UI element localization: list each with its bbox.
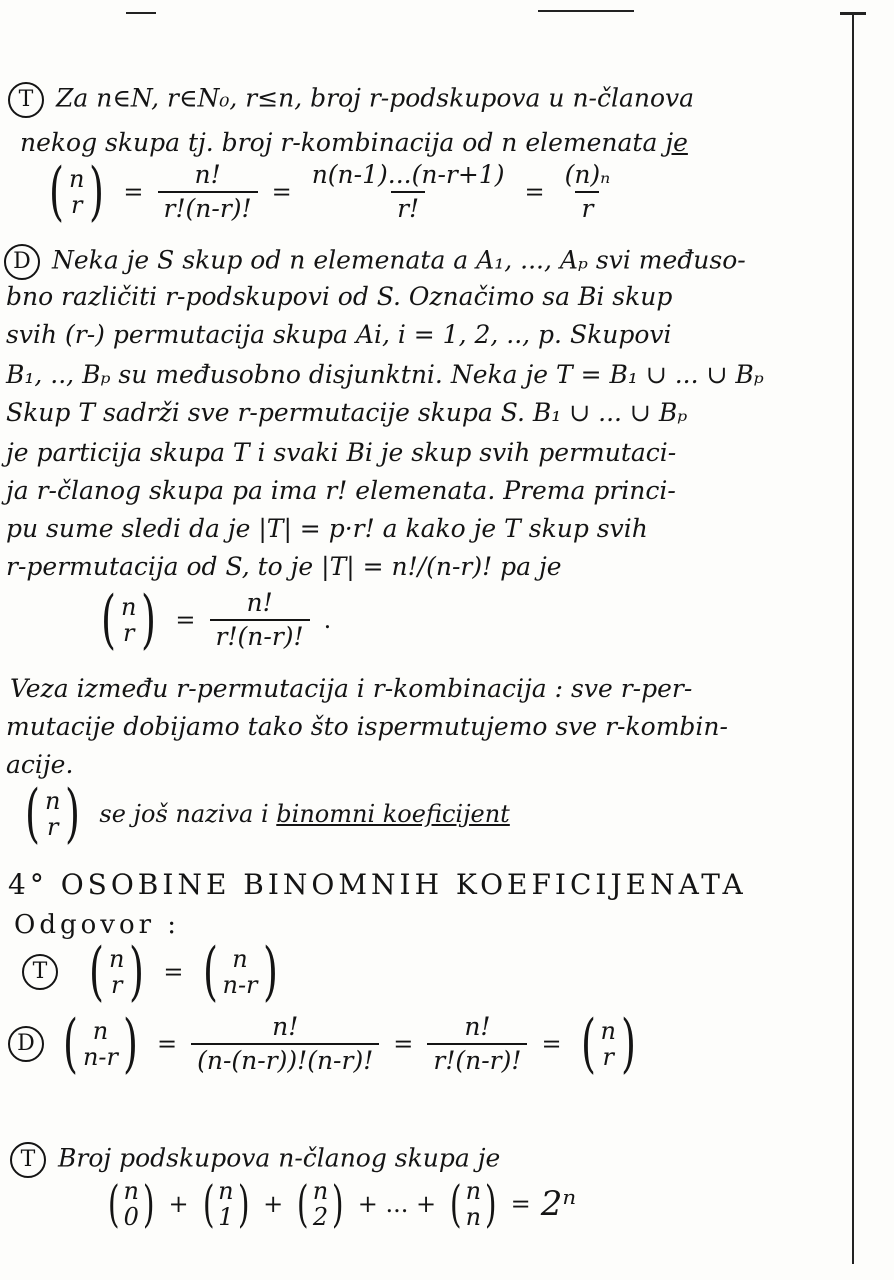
binom-top: n (68, 165, 85, 193)
fraction-simplified (427, 1013, 527, 1075)
binomial-coefficient-term: binomni koeficijent (276, 800, 510, 828)
frac-numerator: n(n-1)...(n-r+1) (311, 160, 505, 189)
binom-n-r: ( n r ) (24, 777, 81, 851)
sum-result: 2ⁿ (540, 1184, 577, 1224)
theorem1-text1: Za n∈N, r∈N₀, r≤n, broj r-podskupova u n-članova (56, 83, 695, 113)
theorem3-text: Broj podskupova n-članog skupa je (58, 1143, 501, 1173)
binom-n-r: ( n r ) (88, 935, 145, 1009)
theorem1-label: T (8, 82, 44, 118)
fraction-factorial (158, 161, 258, 223)
frac-denominator: r!(n-r)! (210, 619, 310, 651)
proof2-formula: D ( n n-r ) = $\frac{n!}{(n-(n-r))!(n-r)!}$ = $\frac{n!}{r!(n-r)!}$ = ( n r ) (8, 1012, 641, 1076)
theorem1-underline: je (665, 128, 688, 157)
binom-top: n (123, 1177, 139, 1205)
binom-n-r: ( n r ) (580, 1007, 636, 1081)
formula-period: . (323, 606, 332, 634)
proof1-line1 (4, 244, 746, 280)
binomial-name-text: se još naziva i (99, 800, 277, 828)
binom-n-r: ( n r ) (48, 155, 105, 229)
frac-denominator: r!(n-r)! (427, 1043, 527, 1075)
binom-bottom: r (122, 619, 135, 647)
theorem1-line2 (20, 128, 688, 158)
theorem3-line (10, 1142, 500, 1178)
frac-numerator: n! (246, 588, 273, 617)
binom-bottom: r (70, 191, 83, 219)
proof1-line8: pu sume sledi da je |T| = p·r! a kako je T skup svih (6, 514, 648, 543)
theorem3-label: T (10, 1142, 46, 1178)
frac-denominator: r!(n-r)! (158, 191, 258, 223)
binom-bottom: n-r (82, 1043, 119, 1071)
proof1-line6: je particija skupa T i svaki Bi je skup svih permutaci- (6, 438, 677, 467)
binom-top: n (312, 1177, 329, 1205)
binom-n-1: ( n 1 ) (202, 1175, 250, 1233)
proof1-formula: ( n r ) = $\frac{n!}{r!(n-r)!}$ . (96, 588, 331, 652)
theorem1-line1 (8, 82, 694, 118)
proof1-line7: ja r-članog skupa pa ima r! elemenata. Prema princi- (6, 476, 676, 505)
frac-denominator: (n-(n-r))!(n-r)! (191, 1043, 379, 1075)
frac-numerator: n! (194, 160, 221, 189)
relation-line2: mutacije dobijamo tako što ispermutujemo sve r-kombin- (6, 712, 728, 741)
binom-top: n (465, 1177, 482, 1205)
binom-n-0: ( n 0 ) (107, 1175, 155, 1233)
frac-denominator: r! (391, 191, 425, 223)
binom-top: n (120, 593, 137, 621)
proof1-line2: bno različiti r-podskupovi od S. Označimo sa Bi skup (6, 282, 673, 311)
binom-bottom: r (110, 971, 123, 999)
proof1-line9: r-permutacija od S, to je |T| = n!/(n-r)! pa je (6, 552, 562, 581)
fraction-falling-product (306, 161, 511, 223)
binom-bottom: n (465, 1203, 482, 1231)
proof1-line5: Skup T sadrži sve r-permutacije skupa S. B₁ ∪ ... ∪ Bₚ (6, 398, 688, 427)
proof1-line3: svih (r-) permutacija skupa Ai, i = 1, 2, .., p. Skupovi (6, 320, 672, 349)
proof1-line4: B₁, .., Bₚ su međusobno disjunktni. Neka je T = B₁ ∪ ... ∪ Bₚ (6, 360, 764, 389)
binom-n-nr: ( n n-r ) (62, 1007, 138, 1081)
binom-n-2: ( n 2 ) (297, 1175, 344, 1233)
sum-dots: + ... + (357, 1190, 437, 1218)
frac-numerator: (n)ₙ (564, 160, 611, 189)
answer-label: Odgovor : (14, 910, 181, 940)
theorem1-formula: ( n r ) = $\frac{n!}{r!(n-r)!}$ = $\frac{n(n-1)...(n-r+1)}{r!}$ = $\frac{\text{(n)ₙ}}{r}$ (44, 160, 616, 224)
binom-top: n (92, 1017, 109, 1045)
proof1-label: D (4, 244, 40, 280)
binom-top: n (44, 787, 61, 815)
binom-bottom: 1 (218, 1203, 234, 1231)
binom-top: n (232, 945, 248, 973)
frac-numerator: n! (464, 1012, 491, 1041)
section4-heading: 4° OSOBINE BINOMNIH KOEFICIJENATA (8, 868, 747, 901)
theorem3-formula: ( n 0 ) + ( n 1 ) + ( n 2 ) + ... + ( n n ) = 2ⁿ (104, 1178, 576, 1230)
binom-top: n (108, 945, 125, 973)
right-margin-cap (840, 12, 866, 15)
binom-bottom: n-r (222, 971, 258, 999)
binom-top: n (218, 1177, 234, 1205)
binom-n-n: ( n n ) (449, 1175, 497, 1233)
proof1-text: Neka je S skup od n elemenata a A₁, ..., Aₚ svi međuso- (52, 245, 746, 275)
binom-bottom: r (46, 813, 59, 841)
binom-bottom: 0 (123, 1203, 139, 1231)
frac-denominator: r (575, 191, 599, 223)
proof2-label: D (8, 1026, 44, 1062)
binom-n-r: ( n r ) (100, 583, 157, 657)
theorem1-text2: nekog skupa tj. broj r-kombinacija od n elemenata (20, 128, 666, 157)
binom-top: n (600, 1017, 616, 1045)
fraction-factorial (210, 589, 310, 651)
binom-n-nr: ( n n-r ) (202, 935, 278, 1009)
binom-bottom: r (602, 1043, 614, 1071)
frac-numerator: n! (272, 1012, 299, 1041)
theorem2-formula: T ( n r ) = ( n n-r ) (22, 940, 283, 1004)
fraction-falling-factorial (559, 161, 617, 223)
binomial-name-row (20, 777, 510, 851)
fraction-expanded (191, 1013, 379, 1075)
top-dash (126, 12, 156, 14)
top-rule (538, 10, 634, 12)
binom-bottom: 2 (312, 1203, 329, 1231)
relation-line3: acije. (6, 750, 74, 779)
theorem2-label: T (22, 954, 58, 990)
relation-line1: Veza između r-permutacija i r-kombinacija : sve r-per- (10, 674, 693, 703)
right-margin-rule (852, 14, 854, 1264)
